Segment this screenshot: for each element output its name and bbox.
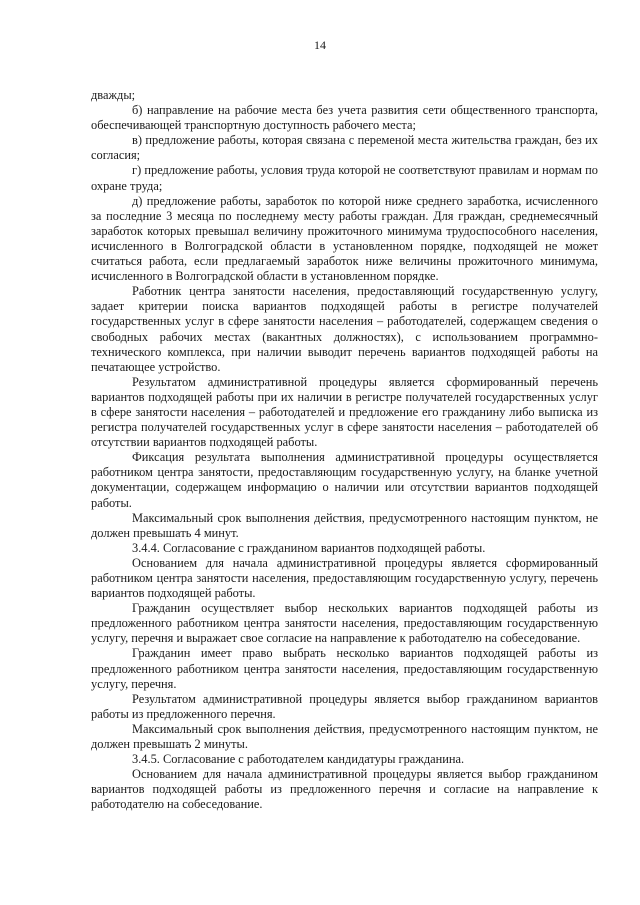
document-body	[91, 88, 598, 813]
list-item-g: г) предложение работы, условия труда которой не соответствуют правилам и нормам по охране труда;	[91, 163, 598, 193]
paragraph: Максимальный срок выполнения действия, предусмотренного настоящим пунктом, не должен превышать 2 минуты.	[91, 721, 598, 752]
section-heading-3-4-4: 3.4.4. Согласование с гражданином вариантов подходящей работы.	[132, 540, 486, 555]
list-item-v: в) предложение работы, которая связана с переменой места жительства граждан, без их согласия;	[91, 133, 598, 163]
paragraph: Гражданин имеет право выбрать несколько вариантов подходящей работы из предложенного работником центра занятости населения, предоставляющим государственную услугу, перечня.	[91, 646, 598, 691]
list-item-d: д) предложение работы, заработок по которой ниже среднего заработка, исчисленного за последние 3 месяца по последнему месту работы граждан. Для граждан, среднемесячный заработок которых превышал величину прожиточного минимума трудоспособного населения, исчисленного в Волгоградской области в установленном порядке, подходящей не может считаться работа, если предлагаемый заработок ниже величины прожиточного минимума, исчисленного в Волгоградской области в установленном порядке.	[91, 193, 598, 284]
paragraph: Максимальный срок выполнения действия, предусмотренного настоящим пунктом, не должен превышать 4 минут.	[91, 510, 598, 540]
paragraph: Фиксация результата выполнения административной процедуры осуществляется работником центра занятости, предоставляющим государственную услугу, на бланке учетной документации, содержащем информацию о наличии или отсутствии вариантов подходящей работы.	[91, 450, 598, 510]
paragraph-continuation: дважды;	[91, 88, 136, 102]
paragraph: Основанием для начала административной процедуры является сформированный работником центра занятости населения, предоставляющим государственную услугу, перечень вариантов подходящей работы.	[91, 555, 598, 601]
paragraph: Результатом административной процедуры является выбор гражданином вариантов работы из предложенного перечня.	[91, 691, 598, 721]
section-heading-3-4-5: 3.4.5. Согласование с работодателем кандидатуры гражданина.	[132, 752, 465, 767]
page-number: 14	[314, 38, 326, 52]
paragraph: Результатом административной процедуры является сформированный перечень вариантов подходящей работы при их наличии в регистре получателей государственных услуг в сфере занятости населения – работодателей и предложение его гражданину либо выписка из регистра получателей государственных услуг в сфере занятости населения – работодателей об отсутствии вариантов подходящей работы.	[91, 374, 598, 450]
list-item-b: б) направление на рабочие места без учета развития сети общественного транспорта, обеспечивающей транспортную доступность рабочего места;	[91, 103, 598, 133]
paragraph: Гражданин осуществляет выбор нескольких вариантов подходящей работы из предложенного работником центра занятости населения, предоставляющим государственную услугу, перечня и выражает свое согласие на направление к работодателю на собеседование.	[91, 601, 598, 646]
paragraph: Основанием для начала административной процедуры является выбор гражданином вариантов подходящей работы из предложенного перечня и согласие на направление к работодателю на собеседование.	[91, 767, 598, 812]
paragraph: Работник центра занятости населения, предоставляющий государственную услугу, задает критерии поиска вариантов подходящей работы в регистре получателей государственных услуг в сфере занятости населения – работодателей, содержащем сведения о свободных рабочих местах (вакантных должностях), с использованием программно-технического комплекса, при наличии выводит перечень вариантов подходящей работы на печатающее устройство.	[91, 284, 598, 374]
